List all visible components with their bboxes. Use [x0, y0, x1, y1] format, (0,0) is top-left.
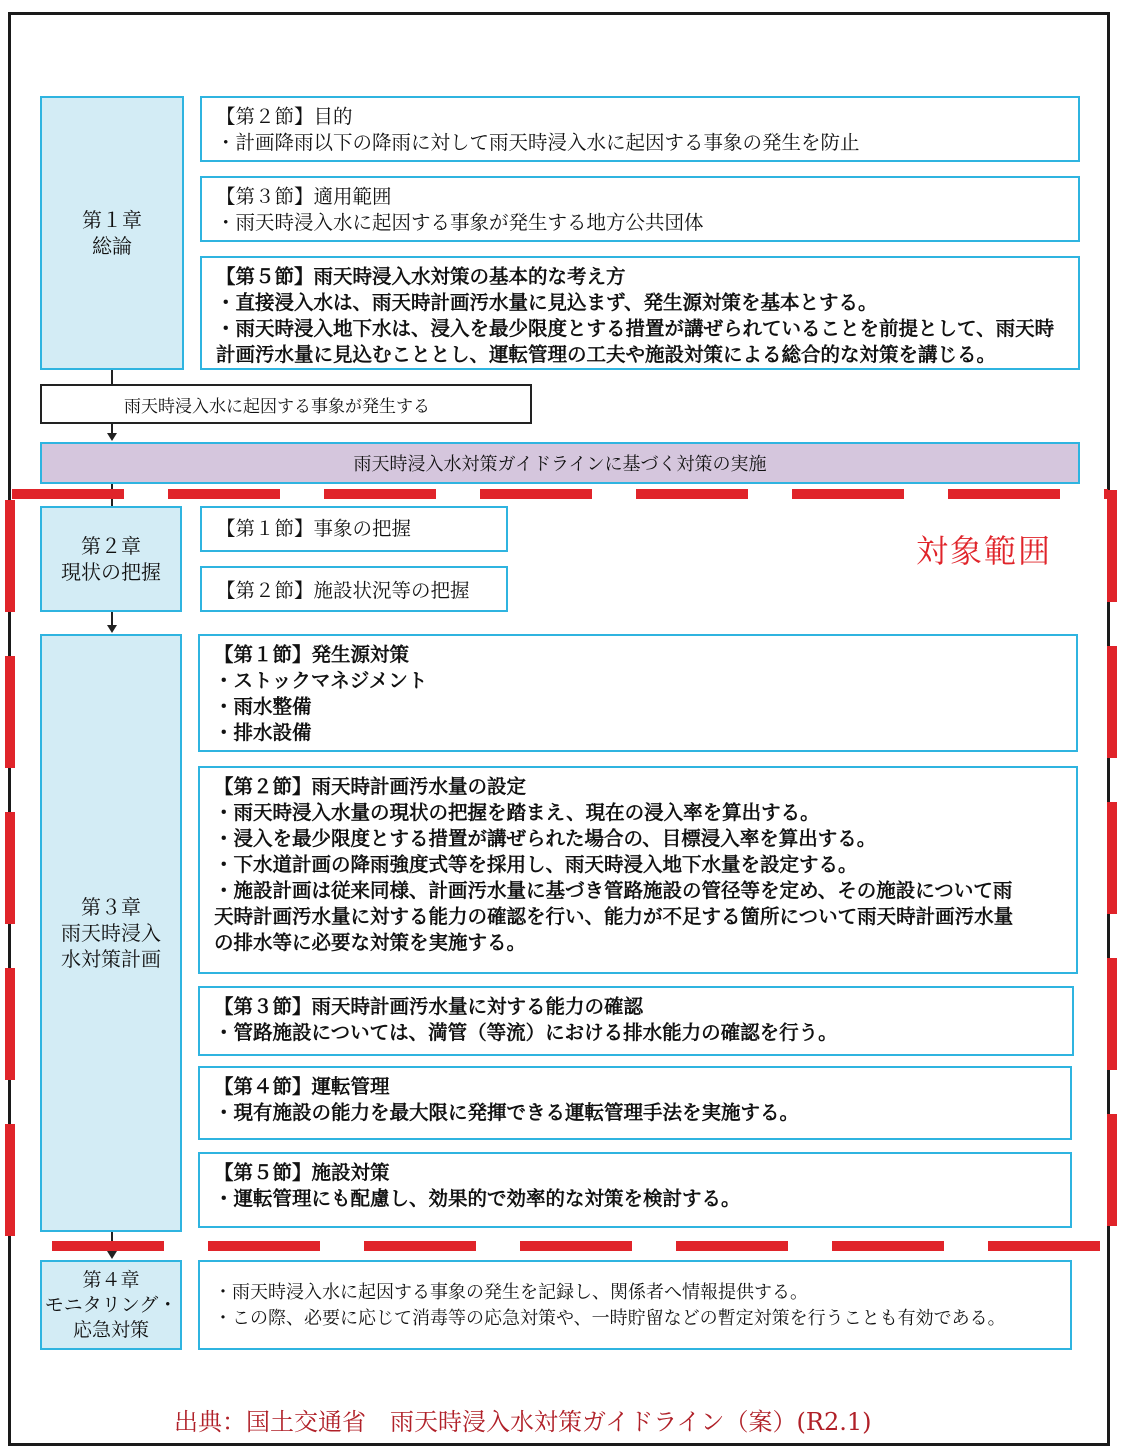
ch1-section-5-box [200, 256, 1080, 370]
implementation-box [40, 442, 1080, 484]
ch3-section-3-line: ・管路施設については、満管（等流）における排水能力の確認を行う。 [214, 1021, 838, 1044]
chapter-3-box [40, 634, 182, 1232]
connector-line [111, 370, 113, 385]
ch1-section-5-title: 【第５節】雨天時浸入水対策の基本的な考え方 [216, 265, 626, 288]
chapter-2-label: 第２章 現状の把握 [61, 534, 161, 584]
ch3-section-2-box [198, 766, 1078, 974]
ch3-section-1-box [198, 634, 1078, 752]
ch3-section-2-line: ・下水道計画の降雨強度式等を採用し、雨天時浸入地下水量を設定する。 [214, 853, 858, 876]
chapter-4-box [40, 1260, 182, 1350]
ch4-content-box [198, 1260, 1072, 1350]
ch3-section-1-line: ・雨水整備 [214, 695, 312, 718]
ch4-line: ・この際、必要に応じて消毒等の応急対策や、一時貯留などの暫定対策を行うことも有効である。 [214, 1308, 1006, 1329]
arrow-down-icon [107, 625, 117, 633]
ch3-section-1-title: 【第１節】発生源対策 [214, 643, 410, 666]
ch2-section-1-title: 【第１節】事象の把握 [216, 517, 412, 540]
ch3-section-2-line: の排水等に必要な対策を実施する。 [214, 931, 527, 954]
ch3-section-4-line: ・現有施設の能力を最大限に発揮できる運転管理手法を実施する。 [214, 1101, 800, 1124]
ch4-line: ・雨天時浸入水に起因する事象の発生を記録し、関係者へ情報提供する。 [214, 1282, 808, 1303]
chapter-3-label: 第３章 雨天時浸入 水対策計画 [61, 895, 161, 971]
ch1-section-2-title: 【第２節】目的 [216, 105, 353, 128]
ch3-section-3-title: 【第３節】雨天時計画汚水量に対する能力の確認 [214, 995, 644, 1018]
scope-label: 対象範囲 [916, 532, 1053, 570]
ch1-section-3-box [200, 176, 1080, 242]
ch3-section-3-box [198, 986, 1074, 1056]
connector-line [111, 484, 113, 506]
implementation-label: 雨天時浸入水対策ガイドラインに基づく対策の実施 [353, 454, 767, 475]
chapter-1-box [40, 96, 184, 370]
ch3-section-4-box [198, 1066, 1072, 1140]
arrow-down-icon [107, 1251, 117, 1259]
ch1-section-5-line: ・雨天時浸入地下水は、浸入を最少限度とする措置が講ぜられていることを前提として、雨天時 [216, 317, 1055, 340]
ch2-section-1-box [200, 506, 508, 552]
ch1-section-3-title: 【第３節】適用範囲 [216, 185, 392, 208]
source-citation: 出典：国土交通省 雨天時浸入水対策ガイドライン（案）(R2.1) [174, 1408, 872, 1436]
ch3-section-2-line: ・雨天時浸入水量の現状の把握を踏まえ、現在の浸入率を算出する。 [214, 801, 820, 824]
chapter-1-label: 第１章 総論 [82, 208, 142, 258]
ch3-section-2-line: ・浸入を最少限度とする措置が講ぜられた場合の、目標浸入率を算出する。 [214, 827, 877, 850]
ch1-section-5-line: 計画汚水量に見込むこととし、運転管理の工夫や施設対策による総合的な対策を講じる。 [216, 343, 997, 366]
ch2-section-2-box [200, 566, 508, 612]
ch1-section-2-box [200, 96, 1080, 162]
event-occurs-label: 雨天時浸入水に起因する事象が発生する [124, 396, 430, 417]
chapter-2-box [40, 506, 182, 612]
ch1-section-2-line: ・計画降雨以下の降雨に対して雨天時浸入水に起因する事象の発生を防止 [216, 131, 860, 154]
ch3-section-4-title: 【第４節】運転管理 [214, 1075, 390, 1098]
ch3-section-2-line: 天時計画汚水量に対する能力の確認を行い、能力が不足する箇所について雨天時計画汚水量 [214, 905, 1014, 928]
ch3-section-1-line: ・ストックマネジメント [214, 669, 428, 692]
connector-line [111, 612, 113, 626]
connector-line [111, 1232, 113, 1252]
ch3-section-5-title: 【第５節】施設対策 [214, 1161, 390, 1184]
ch3-section-1-line: ・排水設備 [214, 721, 312, 744]
chapter-4-label: 第４章 モニタリング・ 応急対策 [44, 1268, 178, 1341]
ch1-section-3-line: ・雨天時浸入水に起因する事象が発生する地方公共団体 [216, 211, 704, 234]
ch3-section-5-box [198, 1152, 1072, 1228]
ch3-section-2-line: ・施設計画は従来同様、計画汚水量に基づき管路施設の管径等を定め、その施設について雨 [214, 879, 1013, 902]
ch3-section-5-line: ・運転管理にも配慮し、効果的で効率的な対策を検討する。 [214, 1187, 741, 1210]
ch2-section-2-title: 【第２節】施設状況等の把握 [216, 579, 470, 602]
ch1-section-5-line: ・直接浸入水は、雨天時計画汚水量に見込まず、発生源対策を基本とする。 [216, 291, 878, 314]
ch3-section-2-title: 【第２節】雨天時計画汚水量の設定 [214, 775, 527, 798]
arrow-down-icon [107, 433, 117, 441]
event-occurs-box [40, 384, 532, 424]
